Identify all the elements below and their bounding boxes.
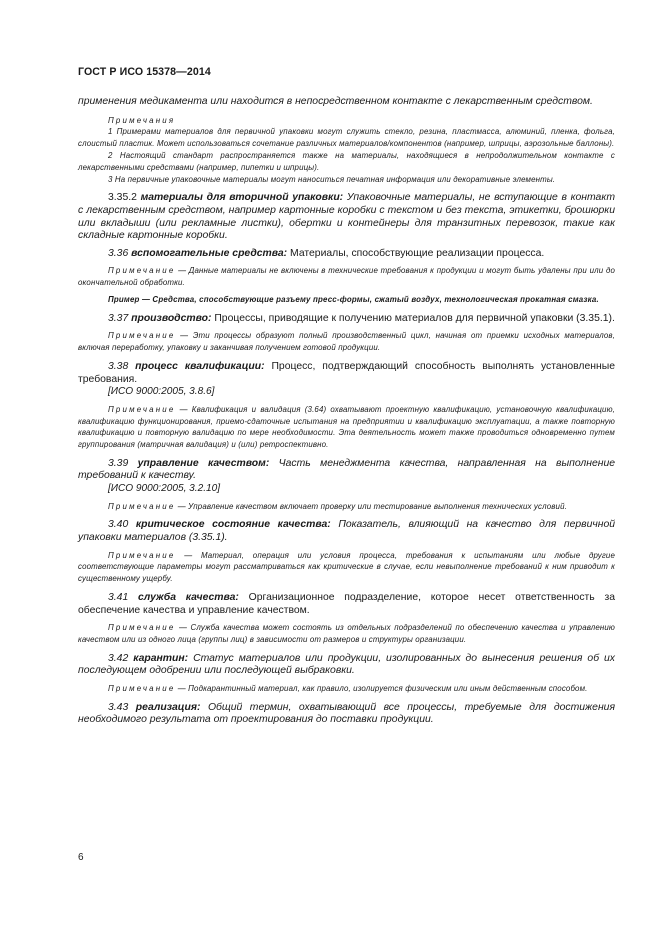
notes-heading: Примечания [108,115,176,125]
note-text: — Материал, операция или условия процесса, требования к испытаниям или любые другие соответствующие параметры могут рассматриваться как критические в случае, если невыполнение требований к ним приводит к существенному ущербу. [78,550,615,584]
note-text: — Квалификация и валидация (3.64) охватывают проектную квалификацию, установочную квалификацию, квалификацию функционирования, приемо-сдаточные испытания на предприятии и квалификацию эксплуатации, а также повторную квалификацию и повторную валидацию по мере необходимости. Эта деятельность может также проводиться одновременно путем группирования (матричная валидация) и (или) ретроспективно. [78,404,615,450]
definition: Организационное подразделение, которое несет ответственность за обеспечение качества и управление качеством. [78,592,615,616]
note-text: — Эти процессы образуют полный производственный цикл, начиная от приемки исходных материалов, включая переработку, упаковку и заканчивая получением готовой продукции. [78,331,615,353]
section-3-42-note [78,683,615,695]
definition: Статус материалов или продукции, изолированных до вынесения решения об их последующем одобрении или последующей выбраковки. [78,652,615,677]
term: процесс квалификации: [135,360,265,372]
definition: Материалы, способствующие реализации процесса. [287,247,545,259]
section-3-39-reference: [ИСО 9000:2005, 3.2.10] [108,483,221,495]
note-label: Примечание [108,501,176,511]
document-page [78,66,615,727]
definition: Общий термин, охватывающий все процессы, требуемые для достижения необходимого результата от проектирования до поставки продукции. [78,701,616,726]
section-3-40 [78,519,615,544]
section-3-36-example: Пример — Средства, способствующие разъему пресс-формы, сжатый воздух, технологическая прокатная смазка. [108,294,599,304]
note-3: 3 На первичные упаковочные материалы могут наноситься печатная информация или декоративные элементы. [108,174,556,184]
note-1: 1 Примерами материалов для первичной упаковки могут служить стекло, резина, пластмасса, алюминий, пленка, фольга, слоистый пластик. Может использоваться сочетание различных материалов/компонентов (например, шприцы, аэрозольные баллоны). [78,127,615,149]
definition: Процесс, подтверждающий способность выполнять установленные требования. [78,360,615,385]
section-3-36-note [78,265,615,289]
term: вспомогательные средства: [131,247,288,259]
definition: Часть менеджмента качества, направленная на выполнение требований к качеству. [78,457,615,482]
term: производство: [131,312,212,324]
section-number: 3.39 [108,457,129,469]
note-text: — Управление качеством включает проверку или тестирование выполнения технических условий. [175,501,567,511]
section-3-38-note [78,404,615,451]
document-header: ГОСТ Р ИСО 15378—2014 [78,66,211,78]
term: материалы для вторичной упаковки: [140,192,344,204]
section-number: 3.36 [108,247,129,259]
section-3-41-note [78,622,615,646]
section-3-39 [78,458,615,483]
note-label: Примечание [108,404,176,414]
term: карантин: [133,652,189,664]
section-number: 3.38 [108,360,129,372]
section-3-39-note [78,501,615,513]
note-label: Примечание [108,684,176,694]
note-text: — Подкарантинный материал, как правило, изолируется физическим или иным действенным способом. [175,684,588,694]
section-number: 3.42 [108,652,129,664]
section-3-36 [78,248,615,261]
note-label: Примечание [108,331,176,341]
note-2: 2 Настоящий стандарт распространяется также на материалы, находящиеся в непродолжительном контакте с лекарственными средствами (например, пипетки и шприцы). [78,150,615,172]
page-number: 6 [78,852,84,863]
definition: Упаковочные материалы, не вступающие в контакт с лекарственным средством, например картонные коробки с текстом и без текста, этикетки, брошюрки или вкладыши (или рекламные листки), обертки и контейнеры для транзитных перевозок, такие как складные картонные коробки. [78,192,616,242]
term: управление качеством: [137,457,270,469]
term: реализация: [135,701,201,713]
term: критическое состояние качества: [135,519,331,531]
section-number: 3.40 [108,519,129,531]
note-text: — Служба качества может состоять из отдельных подразделений по обеспечению качества и управлению качеством или из одного лица (группы лиц) в зависимости от размеров и структуры организации. [78,623,615,645]
note-label: Примечание [108,623,176,633]
section-number: 3.43 [108,701,129,713]
note-text: — Данные материалы не включены в технические требования к продукции и могут быть удалены при или до окончательной обработки. [78,266,615,288]
note-label: Примечание [108,266,176,276]
term: служба качества: [138,592,239,604]
section-3-37-note [78,330,615,354]
section-number: 3.41 [108,592,129,604]
section-3-41 [78,592,615,617]
section-3-42 [78,653,615,678]
intro-text: применения медикамента или находится в непосредственном контакте с лекарственным средством. [78,96,593,107]
section-3-35-2 [78,192,615,242]
note-label: Примечание [108,550,176,560]
section-number: 3.37 [108,312,129,324]
section-3-37 [78,313,615,326]
section-3-38-reference: [ИСО 9000:2005, 3.8.6] [108,386,215,398]
definition: Показатель, влияющий на качество для первичной упаковки материалов (3.35.1). [78,519,615,544]
section-3-40-note [78,550,615,585]
section-number: 3.35.2 [108,192,137,204]
section-3-38 [78,361,615,386]
definition: Процессы, приводящие к получению материалов для первичной упаковки (3.35.1). [211,312,615,324]
section-3-43 [78,702,615,727]
